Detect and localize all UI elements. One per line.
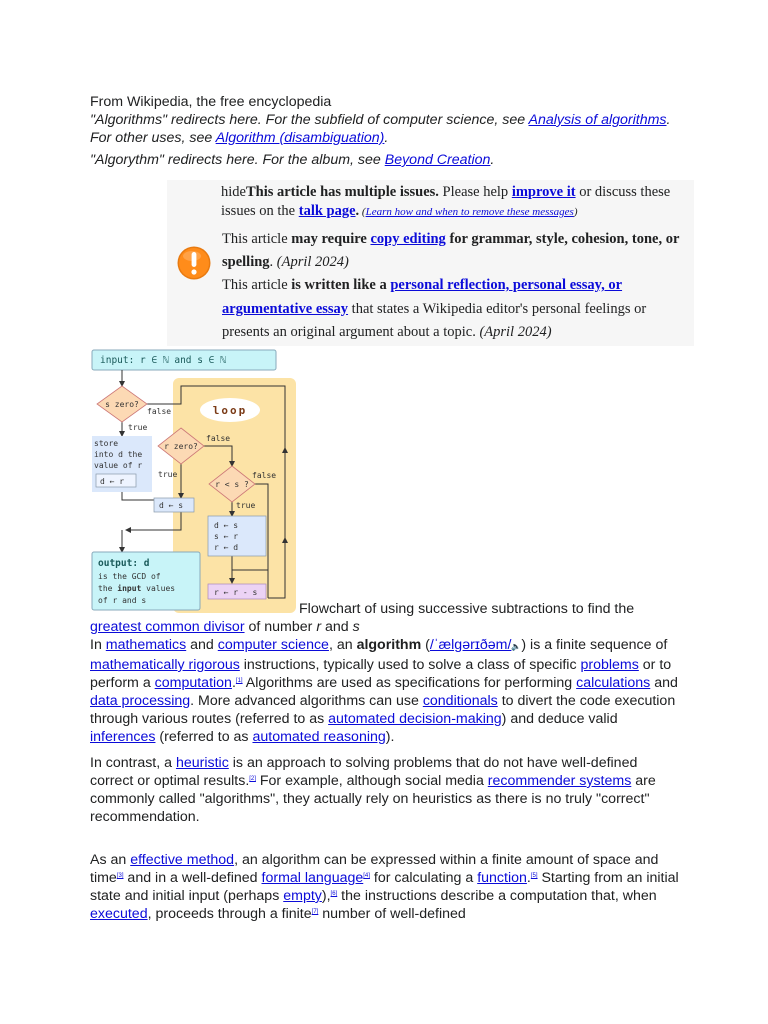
term-algorithm: algorithm — [356, 637, 422, 653]
link-effective-method[interactable]: effective method — [130, 852, 235, 868]
r-lt-s-label: r < s ? — [215, 480, 249, 489]
issue-personal-essay: This article is written like a personal reflection, personal essay, or argumentative essay that states a Wikipedia editor's personal feelings or presents an original argument about a topic. (April 2024) — [222, 277, 647, 340]
warning-exclamation-icon — [177, 246, 211, 280]
ref-1[interactable]: [1] — [235, 678, 243, 684]
svg-text:d ← s: d ← s — [214, 521, 239, 530]
multiple-issues-title: This article has multiple issues. — [245, 184, 439, 200]
copy-editing-link[interactable]: copy editing — [370, 231, 446, 247]
hatnote-algorythm: "Algorythm" redirects here. For the album, see Beyond Creation. — [90, 152, 495, 168]
hatnote-algorithms: "Algorithms" redirects here. For the subfield of computer science, see Analysis of algorithms. For other uses, see Algorithm (disambiguation). — [90, 112, 671, 146]
svg-text:r ← d: r ← d — [214, 543, 239, 552]
heuristic-paragraph: In contrast, a heuristic is an approach to solving problems that do not have well-defined correct or optimal results.[2] For example, although social media recommender systems are commonly called "algorithms", they actually rely on heuristics as there is no truly "correct" recommendation. — [90, 755, 656, 825]
article-body — [90, 618, 680, 923]
ref-3[interactable]: [3] — [116, 873, 124, 879]
link-automated-reasoning[interactable]: automated reasoning — [252, 729, 386, 745]
svg-text:into d the: into d the — [94, 450, 143, 459]
false-label: false — [147, 407, 172, 416]
s-zero-label: s zero? — [105, 400, 139, 409]
link-inferences[interactable]: inferences — [90, 729, 156, 745]
issue-date: (April 2024) — [276, 254, 349, 270]
talk-page-link[interactable]: talk page — [298, 203, 356, 219]
ref-7[interactable]: [7] — [311, 909, 319, 915]
ipa-pronunciation[interactable]: /ˈælɡərɪðəm/ — [429, 637, 512, 653]
link-conditionals[interactable]: conditionals — [422, 693, 498, 709]
improve-it-link[interactable]: improve it — [511, 184, 576, 200]
ref-6[interactable]: [6] — [330, 891, 338, 897]
true-label: true — [236, 501, 256, 510]
d-gets-r: d ← r — [100, 477, 125, 486]
link-formal-language[interactable]: formal language — [261, 870, 364, 886]
article-header — [90, 93, 680, 169]
caption-continued: greatest common divisor of number r and s — [90, 619, 360, 635]
link-algorithm-disambiguation[interactable]: Algorithm (disambiguation) — [215, 130, 385, 146]
multiple-issues-header: hideThis article has multiple issues. Please help improve it or discuss these issues on the talk page. (Learn how and when to remove these messages) — [221, 184, 671, 219]
link-mathematically-rigorous[interactable]: mathematically rigorous — [90, 657, 240, 673]
link-automated-decision-making[interactable]: automated decision-making — [328, 711, 502, 727]
learn-remove-link[interactable]: Learn how and when to remove these messages — [365, 206, 574, 218]
svg-text:is the GCD of: is the GCD of — [98, 572, 161, 581]
link-computer-science[interactable]: computer science — [217, 637, 329, 653]
issue-date: (April 2024) — [479, 324, 552, 340]
flowchart-caption: Flowchart of using successive subtractions to find the — [299, 601, 635, 617]
link-greatest-common-divisor[interactable]: greatest common divisor — [90, 619, 245, 635]
true-label: true — [158, 470, 178, 479]
svg-text:d ← s: d ← s — [159, 501, 184, 510]
link-heuristic[interactable]: heuristic — [175, 755, 229, 771]
issue-copy-editing: This article may require copy editing for grammar, style, cohesion, tone, or spelling. (April 2024) — [222, 231, 680, 270]
link-empty[interactable]: empty — [283, 888, 322, 904]
input-label: input: r ∈ ℕ and s ∈ ℕ — [100, 355, 226, 366]
svg-text:s ← r: s ← r — [214, 532, 239, 541]
link-beyond-creation[interactable]: Beyond Creation — [384, 152, 491, 168]
ref-2[interactable]: [2] — [249, 776, 256, 782]
effective-method-paragraph: As an effective method, an algorithm can be expressed within a finite amount of space and time[3] and in a well-defined formal language[4] for calculating a function.[5] Starting from an initial state and initial input (perhaps empty),[6] the instructions describe a computation that, when executed, proceeds through a finite[7] number of well-defined — [90, 852, 679, 922]
false-label: false — [206, 434, 231, 443]
ref-5[interactable]: [5] — [530, 873, 538, 879]
link-recommender-systems[interactable]: recommender systems — [487, 773, 632, 789]
multiple-issues-box — [167, 180, 694, 346]
gcd-flowchart-image — [90, 348, 297, 613]
link-calculations[interactable]: calculations — [576, 675, 651, 691]
r-zero-label: r zero? — [164, 442, 198, 451]
false-label: false — [252, 471, 277, 480]
svg-text:of r and s: of r and s — [98, 596, 147, 605]
link-mathematics[interactable]: mathematics — [105, 637, 187, 653]
learn-remove-note: (Learn how and when to remove these messages) — [359, 206, 578, 218]
audio-speaker-icon[interactable]: 🔈 — [511, 642, 522, 651]
link-data-processing[interactable]: data processing — [90, 693, 191, 709]
svg-text:store: store — [94, 439, 119, 448]
lead-paragraph: In mathematics and computer science, an algorithm (/ˈælɡərɪðəm/🔈) is a finite sequence of mathematically rigorous instructions, typically used to solve a class of specific problems or to perform a computation.[1] Algorithms are used as specifications for performing calculations and data processing. More advanced algorithms can use conditionals to divert the code execution through various routes (referred to as automated decision-making) and deduce valid inferences (referred to as automated reasoning). — [90, 637, 678, 745]
true-label: true — [128, 423, 148, 432]
ref-4[interactable]: [4] — [363, 873, 370, 879]
svg-text:output: d: output: d — [98, 558, 150, 569]
tagline: From Wikipedia, the free encyclopedia — [90, 94, 332, 110]
loop-label: loop — [212, 404, 248, 417]
link-executed[interactable]: executed — [90, 906, 148, 922]
link-function[interactable]: function — [477, 870, 527, 886]
link-computation[interactable]: computation — [154, 675, 232, 691]
hide-toggle[interactable]: hide — [221, 184, 246, 200]
link-problems[interactable]: problems — [580, 657, 639, 673]
svg-text:r ← r - s: r ← r - s — [214, 588, 258, 597]
personal-essay-link[interactable]: personal reflection, personal essay, or argumentative essay — [222, 277, 623, 317]
svg-text:value of r: value of r — [94, 461, 143, 470]
svg-text:the input values: the input values — [98, 584, 176, 593]
link-analysis-of-algorithms[interactable]: Analysis of algorithms — [528, 112, 667, 128]
